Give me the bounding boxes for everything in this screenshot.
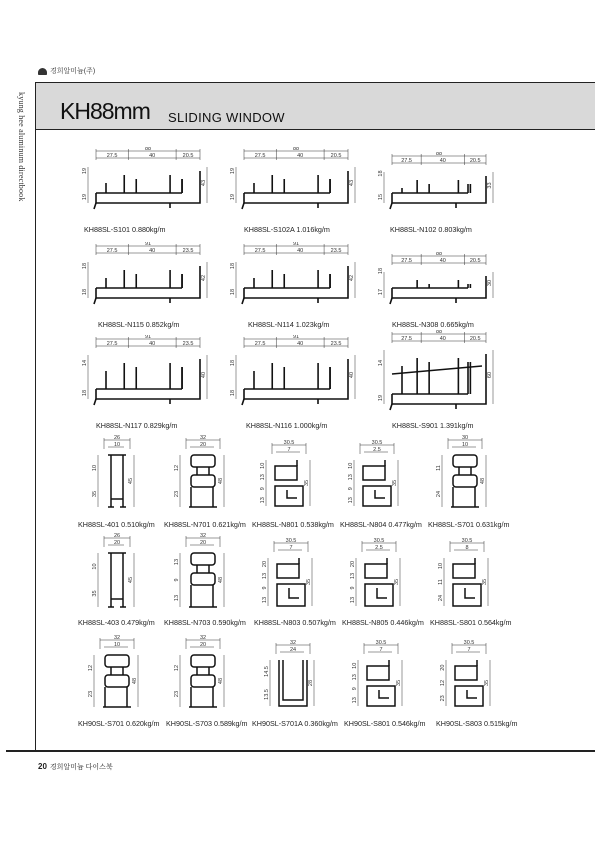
dimension-label: 88: [435, 152, 443, 157]
dimension-label: 23: [174, 490, 180, 498]
profile-drawing: [82, 435, 152, 513]
dimension-label: 27.5: [254, 153, 266, 159]
dimension-label: 18: [230, 288, 236, 296]
dimension-label: 7: [467, 647, 471, 653]
profile-shape: [189, 553, 217, 607]
dimension-label: 27.5: [254, 248, 266, 254]
footer-text: 경희알미늄 다이스북: [49, 764, 113, 771]
dimension-label: 30.5: [463, 640, 475, 646]
profile-shape: [108, 553, 126, 607]
profile-drawing: [432, 640, 506, 712]
dimension-label: 48: [218, 576, 224, 584]
profile-svg: [344, 640, 418, 712]
profile-svg: [82, 635, 152, 713]
profile-drawing: [168, 435, 238, 513]
dimension-label: 40: [439, 336, 446, 342]
profile-shape: [242, 359, 348, 405]
profile-drawing: [378, 252, 496, 312]
profile-label: KH88SL-401 0.510kg/m: [78, 520, 155, 529]
profile-shape: [277, 558, 305, 606]
dimension-label: 88: [435, 330, 443, 335]
dimension-label: 30.5: [371, 440, 383, 446]
dimension-label: 9: [352, 687, 358, 691]
dimension-label: 11: [438, 579, 444, 585]
dimension-label: 13: [260, 497, 266, 504]
dimension-label: 13: [174, 594, 180, 602]
dimension-label: 20.5: [469, 258, 481, 264]
profile-shape: [367, 660, 395, 706]
dimension-label: 40: [149, 248, 156, 254]
profile-label: KH90SL-S701 0.620kg/m: [78, 719, 160, 728]
profile-svg: [254, 538, 328, 612]
dimension-label: 18: [230, 359, 236, 367]
dimension-label: 13: [348, 474, 354, 481]
dimension-label: 7: [289, 545, 293, 551]
profile-drawing: [82, 242, 210, 312]
brand-header: [38, 66, 95, 76]
profile-shape: [390, 354, 486, 410]
dimension-label: 91: [292, 335, 300, 340]
dimension-label: 32: [199, 435, 207, 441]
dimension-label: 7: [379, 647, 383, 653]
dimension-label: 91: [292, 242, 300, 247]
dimension-label: 27.5: [106, 153, 118, 159]
dimension-label: 48: [218, 677, 224, 685]
dimension-label: 8: [465, 545, 469, 551]
dimension-label: 20: [350, 560, 356, 568]
profile-shape: [94, 171, 200, 209]
dimension-label: 9: [262, 586, 268, 590]
page-subtitle: SLIDING WINDOW: [168, 110, 285, 125]
profile-label: KH88SL-N805 0.446kg/m: [342, 618, 424, 627]
dimension-label: 43: [201, 179, 207, 187]
dimension-label: 26: [113, 533, 121, 539]
profile-label: KH88SL-N102 0.803kg/m: [390, 225, 472, 234]
dimension-label: 10: [92, 563, 98, 570]
profile-label: KH90SL-S703 0.589kg/m: [166, 719, 248, 728]
dimension-label: 12: [440, 679, 446, 687]
dimension-label: 27.5: [106, 248, 118, 254]
dimension-label: 20: [199, 540, 207, 546]
dimension-label: 19: [230, 167, 236, 175]
dimension-label: 40: [297, 248, 304, 254]
dimension-label: 15: [378, 193, 384, 201]
dimension-label: 13: [260, 474, 266, 481]
dimension-label: 40: [297, 153, 304, 159]
profile-label: KH88SL-N116 1.000kg/m: [246, 421, 328, 430]
dimension-label: 10: [260, 462, 266, 469]
profile-label: KH88SL-S901 1.391kg/m: [392, 421, 474, 430]
dimension-label: 10: [113, 642, 121, 648]
dimension-label: 23: [174, 690, 180, 698]
profile-svg: [428, 435, 502, 513]
profile-shape: [189, 455, 217, 507]
profile-label: KH88SL-N801 0.538kg/m: [252, 520, 334, 529]
profile-shape: [94, 359, 200, 405]
dimension-label: 13: [352, 674, 358, 681]
profile-drawing: [428, 435, 502, 513]
dimension-label: 42: [201, 274, 207, 282]
dimension-label: 88: [292, 147, 300, 152]
profile-drawing: [230, 335, 358, 413]
dimension-label: 91: [144, 335, 152, 340]
dimension-label: 28: [308, 679, 314, 687]
dimension-label: 18: [230, 262, 236, 270]
profile-label: KH88SL-N703 0.590kg/m: [164, 618, 246, 627]
dimension-label: 35: [484, 679, 490, 687]
dimension-label: 14.5: [264, 666, 270, 677]
profile-label: KH88SL-N803 0.507kg/m: [254, 618, 336, 627]
profile-svg: [230, 147, 358, 217]
profile-svg: [168, 635, 238, 713]
profile-shape: [363, 460, 391, 506]
dimension-label: 30.5: [283, 440, 295, 446]
profile-shape: [365, 558, 393, 606]
dimension-label: 20: [199, 442, 207, 448]
profile-label: KH90SL-S701A 0.360kg/m: [252, 719, 338, 728]
dimension-label: 19: [378, 394, 384, 402]
profile-svg: [230, 335, 358, 413]
profile-drawing: [344, 640, 418, 712]
profile-shape: [390, 176, 486, 209]
dimension-label: 48: [480, 477, 486, 485]
profile-drawing: [230, 242, 358, 312]
profile-svg: [168, 435, 238, 513]
dimension-label: 23.5: [182, 248, 194, 254]
dimension-label: 30.5: [375, 640, 387, 646]
dimension-label: 18: [82, 389, 88, 397]
dimension-label: 33: [487, 182, 493, 189]
profile-drawing: [378, 330, 496, 418]
profile-label: KH88SL-S101 0.880kg/m: [84, 225, 166, 234]
profile-shape: [103, 655, 131, 707]
dimension-label: 17: [378, 288, 384, 296]
dimension-label: 9: [348, 487, 354, 491]
dimension-label: 10: [113, 442, 121, 448]
dimension-label: 18: [378, 267, 384, 275]
dimension-label: 40: [149, 341, 156, 347]
profile-shape: [94, 266, 200, 304]
dimension-label: 35: [92, 590, 98, 597]
dimension-label: 30.5: [285, 538, 297, 544]
dimension-label: 40: [439, 258, 446, 264]
dimension-label: 27.5: [254, 341, 266, 347]
profile-drawing: [168, 635, 238, 713]
profile-label: KH88SL-N117 0.829kg/m: [96, 421, 178, 430]
dimension-label: 43: [349, 179, 355, 187]
profile-shape: [453, 558, 481, 606]
dimension-label: 13: [262, 572, 268, 580]
profile-drawing: [82, 147, 210, 217]
bottom-rule: [6, 750, 595, 752]
dimension-label: 12: [174, 464, 180, 472]
dimension-label: 32: [289, 640, 297, 646]
dimension-label: 40: [439, 158, 446, 164]
dimension-label: 18: [378, 170, 384, 177]
dimension-label: 9: [260, 487, 266, 491]
profile-svg: [256, 640, 330, 712]
profile-label: KH88SL-N114 1.023kg/m: [248, 320, 330, 329]
dimension-label: 30: [487, 279, 493, 287]
dimension-label: 13: [350, 596, 356, 604]
profile-label: KH88SL-S701 0.631kg/m: [428, 520, 510, 529]
profile-svg: [82, 533, 152, 613]
brand-name: 경희알미늄(주): [50, 68, 96, 75]
dimension-label: 23.5: [182, 341, 194, 347]
profile-shape: [279, 660, 307, 706]
dimension-label: 20.5: [469, 158, 481, 164]
dimension-label: 2.5: [375, 545, 383, 551]
dimension-label: 40: [297, 341, 304, 347]
dimension-label: 23: [440, 695, 446, 702]
profile-drawing: [256, 640, 330, 712]
profile-svg: [230, 242, 358, 312]
dimension-label: 10: [348, 462, 354, 469]
dimension-label: 27.5: [106, 341, 118, 347]
profile-svg: [168, 533, 238, 613]
dimension-label: 40: [149, 153, 156, 159]
dimension-label: 18: [230, 389, 236, 397]
profile-shape: [108, 455, 126, 507]
dimension-label: 20: [199, 642, 207, 648]
dimension-label: 45: [128, 477, 134, 485]
dimension-label: 9: [350, 586, 356, 590]
profile-shape: [242, 171, 348, 209]
profile-label: KH88SL-N308 0.665kg/m: [392, 320, 474, 329]
dimension-label: 12: [174, 664, 180, 672]
profile-drawing: [340, 440, 414, 512]
profile-svg: [82, 242, 210, 312]
profile-shape: [451, 455, 479, 507]
profile-drawing: [82, 533, 152, 613]
dimension-label: 60: [487, 371, 493, 379]
dimension-label: 35: [394, 578, 400, 586]
profile-svg: [342, 538, 416, 612]
profile-drawing: [252, 440, 326, 512]
dimension-label: 48: [132, 677, 138, 685]
profile-svg: [252, 440, 326, 512]
dimension-label: 23.5: [330, 341, 342, 347]
dimension-label: 24: [436, 490, 442, 498]
dimension-label: 32: [199, 533, 207, 539]
dimension-label: 13: [352, 697, 358, 704]
dimension-label: 27.5: [401, 158, 412, 164]
dimension-label: 35: [92, 490, 98, 498]
profile-label: KH90SL-S801 0.546kg/m: [344, 719, 426, 728]
profile-shape: [275, 460, 303, 506]
dimension-label: 27.5: [401, 258, 412, 264]
dimension-label: 20: [113, 540, 121, 546]
profile-label: KH90SL-S803 0.515kg/m: [436, 719, 518, 728]
profile-drawing: [378, 152, 496, 217]
profile-svg: [82, 147, 210, 217]
dimension-label: 27.5: [401, 336, 412, 342]
dimension-label: 32: [199, 635, 207, 641]
dimension-label: 7: [287, 447, 291, 453]
dimension-label: 48: [218, 477, 224, 485]
dimension-label: 19: [82, 167, 88, 175]
profile-svg: [82, 335, 210, 413]
profile-svg: [378, 330, 496, 418]
dimension-label: 35: [304, 479, 310, 487]
profile-shape: [455, 660, 483, 706]
profile-drawing: [168, 533, 238, 613]
dimension-label: 40: [201, 371, 207, 379]
dimension-label: 24: [289, 647, 297, 653]
profile-shape: [390, 276, 486, 304]
dimension-label: 20: [440, 664, 446, 671]
footer: [38, 762, 113, 772]
profile-svg: [82, 435, 152, 513]
profile-drawing: [430, 538, 504, 612]
profile-shape: [189, 655, 217, 707]
dimension-label: 13.5: [264, 689, 270, 700]
profile-label: KH88SL-N804 0.477kg/m: [340, 520, 422, 529]
dimension-label: 45: [128, 576, 134, 584]
profile-drawing: [82, 635, 152, 713]
dimension-label: 20.5: [330, 153, 342, 159]
dimension-label: 14: [82, 359, 88, 367]
dimension-label: 10: [92, 464, 98, 472]
dimension-label: 13: [350, 572, 356, 580]
dimension-label: 10: [352, 662, 358, 669]
dimension-label: 32: [113, 635, 121, 641]
profile-label: KH88SL-403 0.479kg/m: [78, 618, 155, 627]
dimension-label: 88: [144, 147, 152, 152]
dimension-label: 14: [378, 359, 384, 367]
dimension-label: 13: [348, 497, 354, 504]
profile-svg: [378, 252, 496, 312]
profile-drawing: [254, 538, 328, 612]
profile-label: KH88SL-N115 0.852kg/m: [98, 320, 180, 329]
side-caption: kyung hee aluminum directbook: [17, 92, 26, 202]
profile-svg: [340, 440, 414, 512]
profile-drawing: [230, 147, 358, 217]
dimension-label: 35: [306, 578, 312, 586]
profile-label: KH88SL-S102A 1.016kg/m: [244, 225, 330, 234]
profile-label: KH88SL-N701 0.621kg/m: [164, 520, 246, 529]
profile-drawing: [82, 335, 210, 413]
dimension-label: 20.5: [182, 153, 194, 159]
dimension-label: 12: [88, 664, 94, 672]
profile-shape: [242, 266, 348, 304]
dimension-label: 11: [436, 465, 442, 471]
dimension-label: 30.5: [373, 538, 385, 544]
dimension-label: 30: [461, 435, 469, 441]
page-title: KH88mm: [60, 98, 150, 124]
profile-svg: [378, 152, 496, 217]
page-number: 20: [38, 762, 47, 771]
profile-svg: [430, 538, 504, 612]
dimension-label: 18: [82, 288, 88, 296]
dimension-label: 26: [113, 435, 121, 441]
dimension-label: 23: [88, 690, 94, 698]
dimension-label: 42: [349, 274, 355, 282]
dimension-label: 9: [174, 578, 180, 582]
dimension-label: 24: [438, 594, 444, 602]
dimension-label: 2.5: [373, 447, 381, 453]
dimension-label: 18: [82, 262, 88, 270]
brand-logo-icon: [38, 68, 47, 75]
dimension-label: 35: [392, 479, 398, 487]
dimension-label: 30.5: [461, 538, 473, 544]
dimension-label: 10: [438, 562, 444, 570]
profile-svg: [432, 640, 506, 712]
dimension-label: 19: [82, 193, 88, 201]
dimension-label: 91: [144, 242, 152, 247]
dimension-label: 20: [262, 560, 268, 568]
profile-label: KH88SL-S801 0.564kg/m: [430, 618, 512, 627]
dimension-label: 13: [262, 596, 268, 604]
dimension-label: 13: [174, 558, 180, 566]
dimension-label: 35: [396, 679, 402, 687]
dimension-label: 23.5: [330, 248, 342, 254]
dimension-label: 10: [461, 442, 469, 448]
profile-drawing: [342, 538, 416, 612]
dimension-label: 35: [482, 578, 488, 586]
dimension-label: 88: [435, 252, 443, 257]
dimension-label: 40: [349, 371, 355, 379]
dimension-label: 20.5: [469, 336, 481, 342]
dimension-label: 19: [230, 193, 236, 201]
